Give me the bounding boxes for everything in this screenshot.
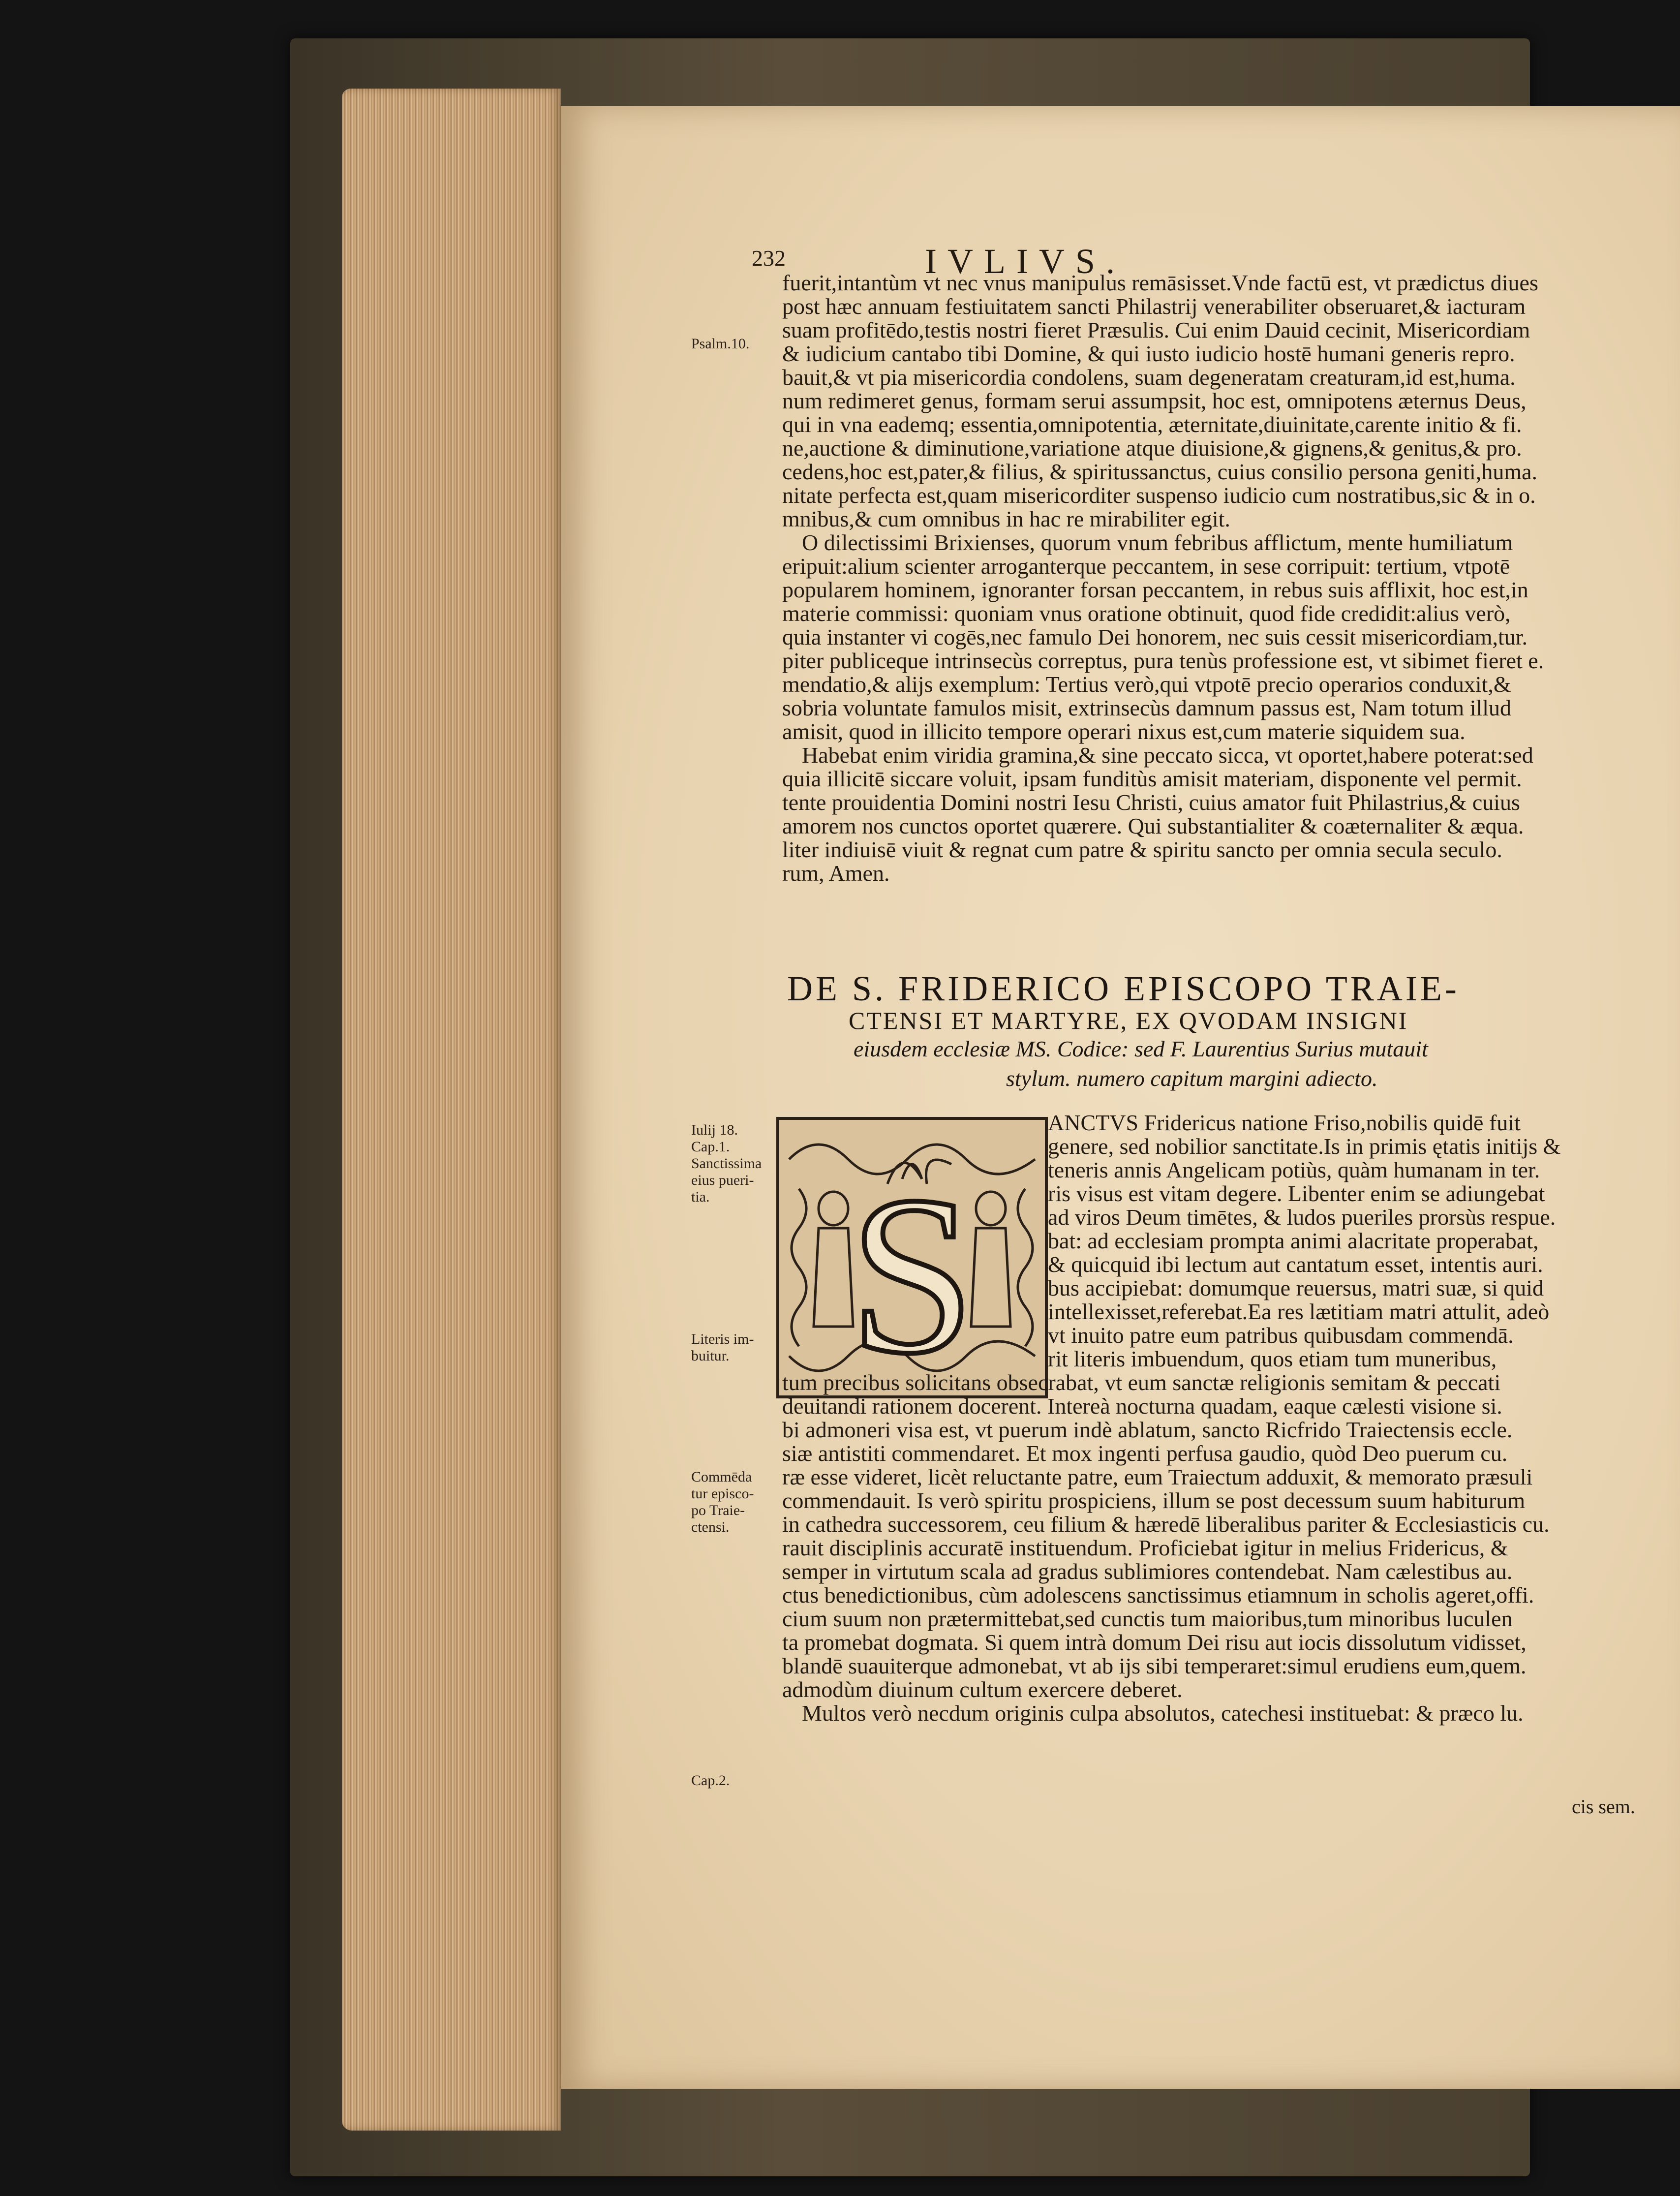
- margin-note-3-line: tur episco-: [691, 1485, 754, 1502]
- decorated-initial-image: [779, 1120, 1045, 1395]
- text-line: popularem hominem, ignoranter forsan peccantem, in rebus suis afflixit, hoc est,in: [782, 577, 1528, 602]
- text-line: deuitandi rationem docerent. Intereà nocturna quadam, eaque cælesti visione si.: [782, 1393, 1502, 1419]
- text-line: ne,auctione & diminutione,variatione atque diuisione,& gignens,& genitus,& pro.: [782, 435, 1522, 461]
- text-line: intellexisset,referebat.Ea res lætitiam matri attulit, adeò: [1048, 1299, 1550, 1324]
- text-line: liter indiuisē viuit & regnat cum patre & spiritu sancto per omnia secula seculo.: [782, 837, 1502, 862]
- text-line: bus accipiebat: domumque reuersus, matri suæ, si quid: [1048, 1275, 1544, 1300]
- text-line: ctus benedictionibus, cùm adolescens sanctissimus etiamnum in scholis ageret,offi.: [782, 1582, 1534, 1608]
- text-line: & quicquid ibi lectum aut cantatum esset, intentis auri.: [1048, 1252, 1543, 1277]
- text-line: O dilectissimi Brixienses, quorum vnum febribus afflictum, mente humiliatum: [802, 530, 1513, 555]
- margin-note-2: [691, 1331, 765, 1364]
- text-line: quia instanter vi cogēs,nec famulo Dei honorem, nec suis cessit misericordiam,tur.: [782, 624, 1528, 650]
- text-line: rum, Amen.: [782, 861, 890, 886]
- margin-note-3-line: Commēda: [691, 1469, 752, 1485]
- margin-note-1-line: Iulij 18.: [691, 1122, 738, 1138]
- margin-note-2-line: Literis im-: [691, 1331, 754, 1347]
- margin-note-1-line: Sanctissima: [691, 1155, 762, 1172]
- text-line: piter publiceque intrinsecùs correptus, pura tenùs professione est, vt sibimet fieret e.: [782, 648, 1544, 673]
- chapter-heading-line-3: eiusdem ecclesiæ MS. Codice: sed F. Laurentius Surius mutauit: [854, 1036, 1428, 1061]
- text-line: Habebat enim viridia gramina,& sine peccato sicca, vt oportet,habere poterat:sed: [802, 742, 1533, 768]
- text-line: genere, sed nobilior sanctitate.Is in primis ętatis initijs &: [1048, 1134, 1561, 1159]
- text-line: ad viros Deum timētes, & ludos pueriles prorsùs respue.: [1048, 1205, 1556, 1230]
- text-line: fuerit,intantùm vt nec vnus manipulus remāsisset.Vnde factū est, vt prædictus diues: [782, 270, 1538, 295]
- text-line: siæ antistiti commendaret. Et mox ingenti perfusa gaudio, quòd Deo puerum cu.: [782, 1441, 1508, 1466]
- text-line: commendauit. Is verò spiritu prospiciens, illum se post decessum suum habiturum: [782, 1488, 1526, 1513]
- text-line: tum precibus solicitans obsecrabat, vt eum sanctæ religionis semitam & peccati: [782, 1370, 1501, 1395]
- text-line: rit literis imbuendum, quos etiam tum muneribus,: [1048, 1346, 1497, 1371]
- text-line: quia illicitē siccare voluit, ipsam funditùs amisit materiam, disponente vel permit.: [782, 766, 1522, 791]
- text-line: amorem nos cunctos oportet quærere. Qui substantialiter & coæternaliter & æqua.: [782, 813, 1524, 838]
- text-line: post hæc annuam festiuitatem sancti Philastrij venerabiliter obseruaret,& iacturam: [782, 294, 1526, 319]
- initial-letter: S: [849, 1149, 975, 1395]
- text-line: qui in vna eademq; essentia,omnipotentia, æternitate,diuinitate,carente initio & fi.: [782, 412, 1522, 437]
- text-line: cium suum non prætermittebat,sed cunctis tum maioribus,tum minoribus luculen: [782, 1606, 1513, 1631]
- text-line: cedens,hoc est,pater,& filius, & spiritussanctus, cuius consilio persona geniti,huma.: [782, 459, 1538, 484]
- chapter-heading-line-4: stylum. numero capitum margini adiecto.: [1006, 1066, 1378, 1091]
- margin-note-psalm: Psalm.10.: [691, 336, 750, 352]
- running-title: IVLIVS.: [925, 242, 1126, 281]
- margin-note-1-line: eius pueri-: [691, 1172, 754, 1188]
- margin-note-4: Cap.2.: [691, 1772, 730, 1789]
- text-line: ANCTVS Fridericus natione Friso,nobilis quidē fuit: [1048, 1110, 1521, 1135]
- text-line: teneris annis Angelicam potiùs, quàm humanam in ter.: [1048, 1157, 1540, 1182]
- text-line: suam profitēdo,testis nostri fieret Præsulis. Cui enim Dauid cecinit, Misericordiam: [782, 317, 1530, 342]
- text-line: nitate perfecta est,quam misericorditer suspenso iudicio cum nostratibus,sic & in o.: [782, 483, 1536, 508]
- text-line: admodùm diuinum cultum exercere deberet.: [782, 1677, 1183, 1702]
- text-line: amisit, quod in illicito tempore operari nixus est,cum materie siquidem sua.: [782, 719, 1466, 744]
- margin-note-1-line: Cap.1.: [691, 1139, 730, 1155]
- text-line: & iudicium cantabo tibi Domine, & qui iusto iudicio hostē humani generis repro.: [782, 341, 1515, 366]
- text-line: in cathedra successorem, ceu filium & hæredē liberalibus pariter & Ecclesiasticis cu.: [782, 1512, 1550, 1537]
- text-line: vt inuito patre eum patribus quibusdam commendā.: [1048, 1323, 1514, 1348]
- margin-note-3-line: ctensi.: [691, 1519, 730, 1535]
- text-line: bauit,& vt pia misericordia condolens, suam degeneratam creaturam,id est,huma.: [782, 365, 1516, 390]
- catchword: cis sem.: [1572, 1795, 1635, 1818]
- margin-note-3: [691, 1469, 765, 1536]
- text-line: bat: ad ecclesiam prompta animi alacritate properabat,: [1048, 1228, 1539, 1253]
- text-line: Multos verò necdum originis culpa absolutos, catechesi instituebat: & præco lu.: [802, 1701, 1524, 1726]
- text-line: mnibus,& cum omnibus in hac re mirabiliter egit.: [782, 506, 1230, 531]
- margin-note-1-line: tia.: [691, 1189, 710, 1205]
- margin-note-3-line: po Traie-: [691, 1502, 745, 1518]
- text-line: mendatio,& alijs exemplum: Tertius verò,qui vtpotē precio operarios conduxit,&: [782, 672, 1511, 697]
- text-line: rauit disciplinis accuratē instituendum. Proficiebat igitur in melius Fridericus, &: [782, 1535, 1508, 1560]
- text-line: eripuit:alium scienter arroganterque peccantem, in sese corripuit: tertium, vtpotē: [782, 554, 1510, 579]
- text-line: sobria voluntate famulos misit, extrinsecùs damnum passus est, Nam totum illud: [782, 695, 1512, 720]
- chapter-heading-line-1: DE S. FRIDERICO EPISCOPO TRAIE-: [787, 969, 1460, 1008]
- text-line: num redimeret genus, formam serui assumpsit, hoc est, omnipotens æternus Deus,: [782, 388, 1527, 413]
- text-line: semper in virtutum scala ad gradus sublimiores contendebat. Nam cælestibus au.: [782, 1559, 1513, 1584]
- text-line: materie commissi: quoniam vnus oratione obtinuit, quod fide credidit:alius verò,: [782, 601, 1511, 626]
- text-line: ræ esse videret, licèt reluctante patre, eum Traiectum adduxit, & memorato præsuli: [782, 1464, 1533, 1489]
- margin-note-1: [691, 1122, 765, 1206]
- decorated-initial: [776, 1117, 1048, 1398]
- page-edges: [342, 89, 561, 2131]
- text-line: bi admoneri visa est, vt puerum indè ablatum, sancto Ricfrido Traiectensis eccle.: [782, 1417, 1513, 1442]
- text-line: tente prouidentia Domini nostri Iesu Christi, cuius amator fuit Philastrius,& cuius: [782, 790, 1520, 815]
- text-line: blandē suauiterque admonebat, vt ab ijs sibi temperaret:simul erudiens eum,quem.: [782, 1653, 1527, 1678]
- text-line: ta promebat dogmata. Si quem intrà domum Dei risu aut iocis dissolutum vidisset,: [782, 1630, 1527, 1655]
- margin-note-2-line: buitur.: [691, 1348, 730, 1364]
- page-number: 232: [752, 246, 786, 271]
- chapter-heading-line-2: CTENSI ET MARTYRE, EX QVODAM INSIGNI: [849, 1007, 1408, 1034]
- text-line: ris visus est vitam degere. Libenter enim se adiungebat: [1048, 1181, 1545, 1206]
